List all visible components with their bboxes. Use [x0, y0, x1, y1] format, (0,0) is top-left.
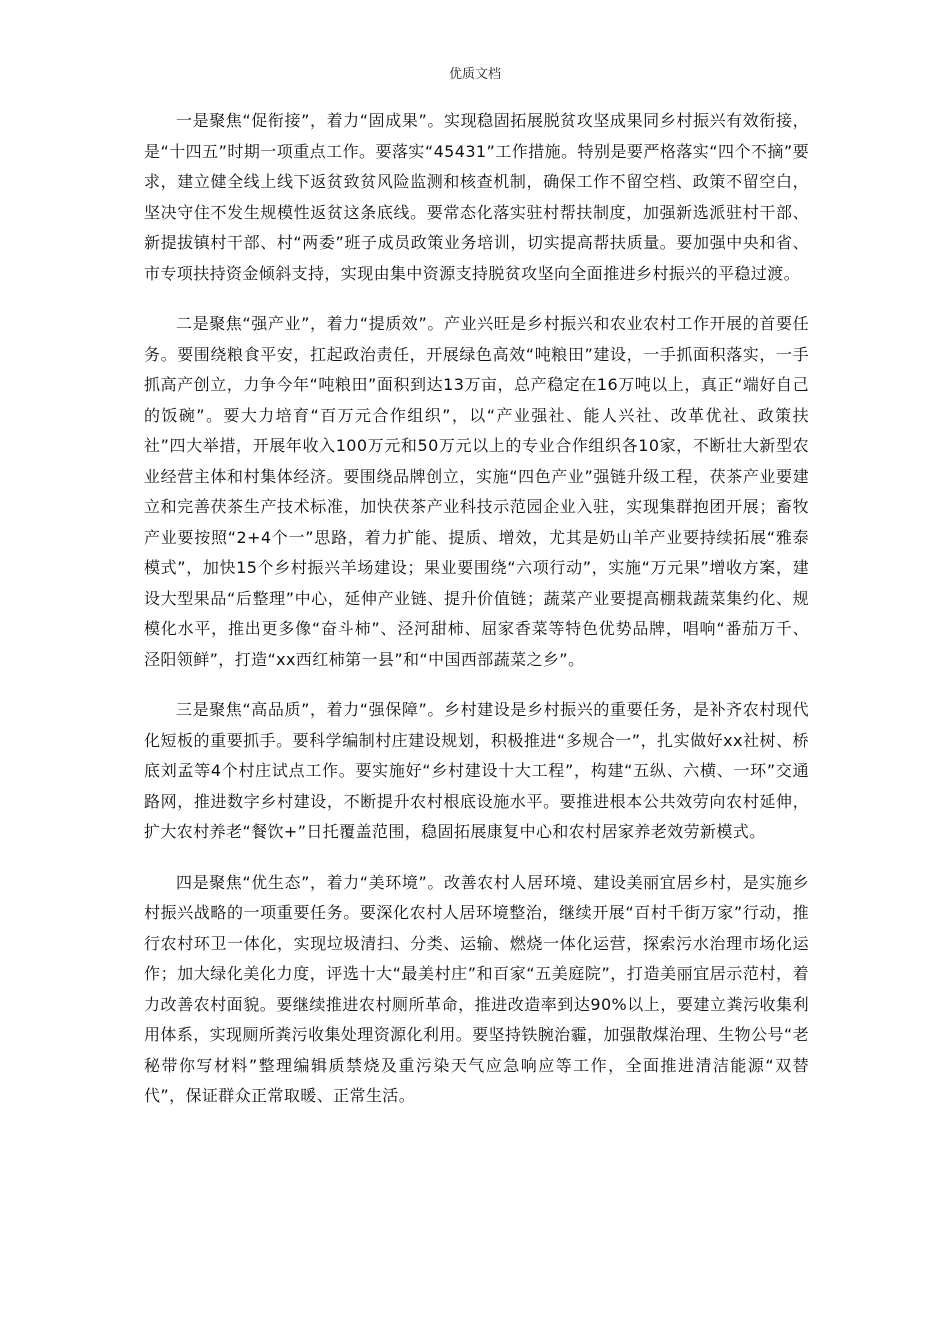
paragraph-ecology-environment: 四是聚焦“优生态”，着力“美环境”。改善农村人居环境、建设美丽宜居乡村，是实施乡村振兴战略的一项重要任务。要深化农村人居环境整治，继续开展“百村千街万家”行动，推行农村环卫一体化，实现垃圾清扫、分类、运输、燃烧一体化运营，探索污水治理市场化运作；加大绿化美化力度，评选十大“最美村庄”和百家“五美庭院”，打造美丽宜居示范村，着力改善农村面貌。要继续推进农村厕所革命，推进改造率到达90%以上，要建立粪污收集利用体系，实现厕所粪污收集处理资源化利用。要坚持铁腕治霾，加强散煤治理、生物公号“老秘带你写材料”整理编辑质禁烧及重污染天气应急响应等工作，全面推进清洁能源“双替代”，保证群众正常取暖、正常生活。 [144, 872, 809, 1105]
page-header: 优质文档 [448, 67, 501, 82]
paragraph-consolidate-achievements: 一是聚焦“促衔接”，着力“固成果”。实现稳固拓展脱贫攻坚成果同乡村振兴有效衔接，是“十四五”时期一项重点工作。要落实“45431”工作措施。特别是要严格落实“四个不摘”要求，建立健全线上线下返贫致贫风险监测和核查机制，确保工作不留空档、政策不留空白，坚决守住不发生规模性返贫这条底线。要常态化落实驻村帮扶制度，加强新选派驻村干部、新提拔镇村干部、村“两委”班子成员政策业务培训，切实提高帮扶质量。要加强中央和省、市专项扶持资金倾斜支持，实现由集中资源支持脱贫攻坚向全面推进乡村振兴的平稳过渡。 [144, 111, 809, 283]
document-body [144, 106, 809, 1132]
paragraph-high-quality-construction: 三是聚焦“高品质”，着力“强保障”。乡村建设是乡村振兴的重要任务，是补齐农村现代化短板的重要抓手。要科学编制村庄建设规划，积极推进“多规合一”，扎实做好xx社树、桥底刘孟等4个村庄试点工作。要实施好“乡村建设十大工程”，构建“五纵、六横、一环”交通路网，推进数字乡村建设，不断提升农村根底设施水平。要推进根本公共效劳向农村延伸，扩大农村养老“餐饮+”日托覆盖范围，稳固拓展康复中心和农村居家养老效劳新模式。 [144, 700, 809, 841]
paragraph-strengthen-industry: 二是聚焦“强产业”，着力“提质效”。产业兴旺是乡村振兴和农业农村工作开展的首要任务。要围绕粮食平安，扛起政治责任，开展绿色高效“吨粮田”建设，一手抓面积落实，一手抓高产创立，力争今年“吨粮田”面积到达13万亩，总产稳定在16万吨以上，真正“端好自己的饭碗”。要大力培育“百万元合作组织”，以“产业强社、能人兴社、改革优社、政策扶社”四大举措，开展年收入100万元和50万元以上的专业合作组织各10家，不断壮大新型农业经营主体和村集体经济。要围绕品牌创立，实施“四色产业”强链升级工程，茯茶产业要建立和完善茯茶生产技术标准，加快茯茶产业科技示范园企业入驻，实现集群抱团开展；畜牧产业要按照“2+4个一”思路，着力扩能、提质、增效，尤其是奶山羊产业要持续拓展“雅泰模式”，加快15个乡村振兴羊场建设；果业要围绕“六项行动”，实施“万元果”增收方案，建设大型果品“后整理”中心，延伸产业链、提升价值链；蔬菜产业要提高棚栽蔬菜集约化、规模化水平，推出更多像“奋斗柿”、泾河甜柿、屈家香菜等特色优势品牌，唱响“番茄万千、泾阳领鲜”，打造“xx西红柿第一县”和“中国西部蔬菜之乡”。 [144, 314, 809, 669]
